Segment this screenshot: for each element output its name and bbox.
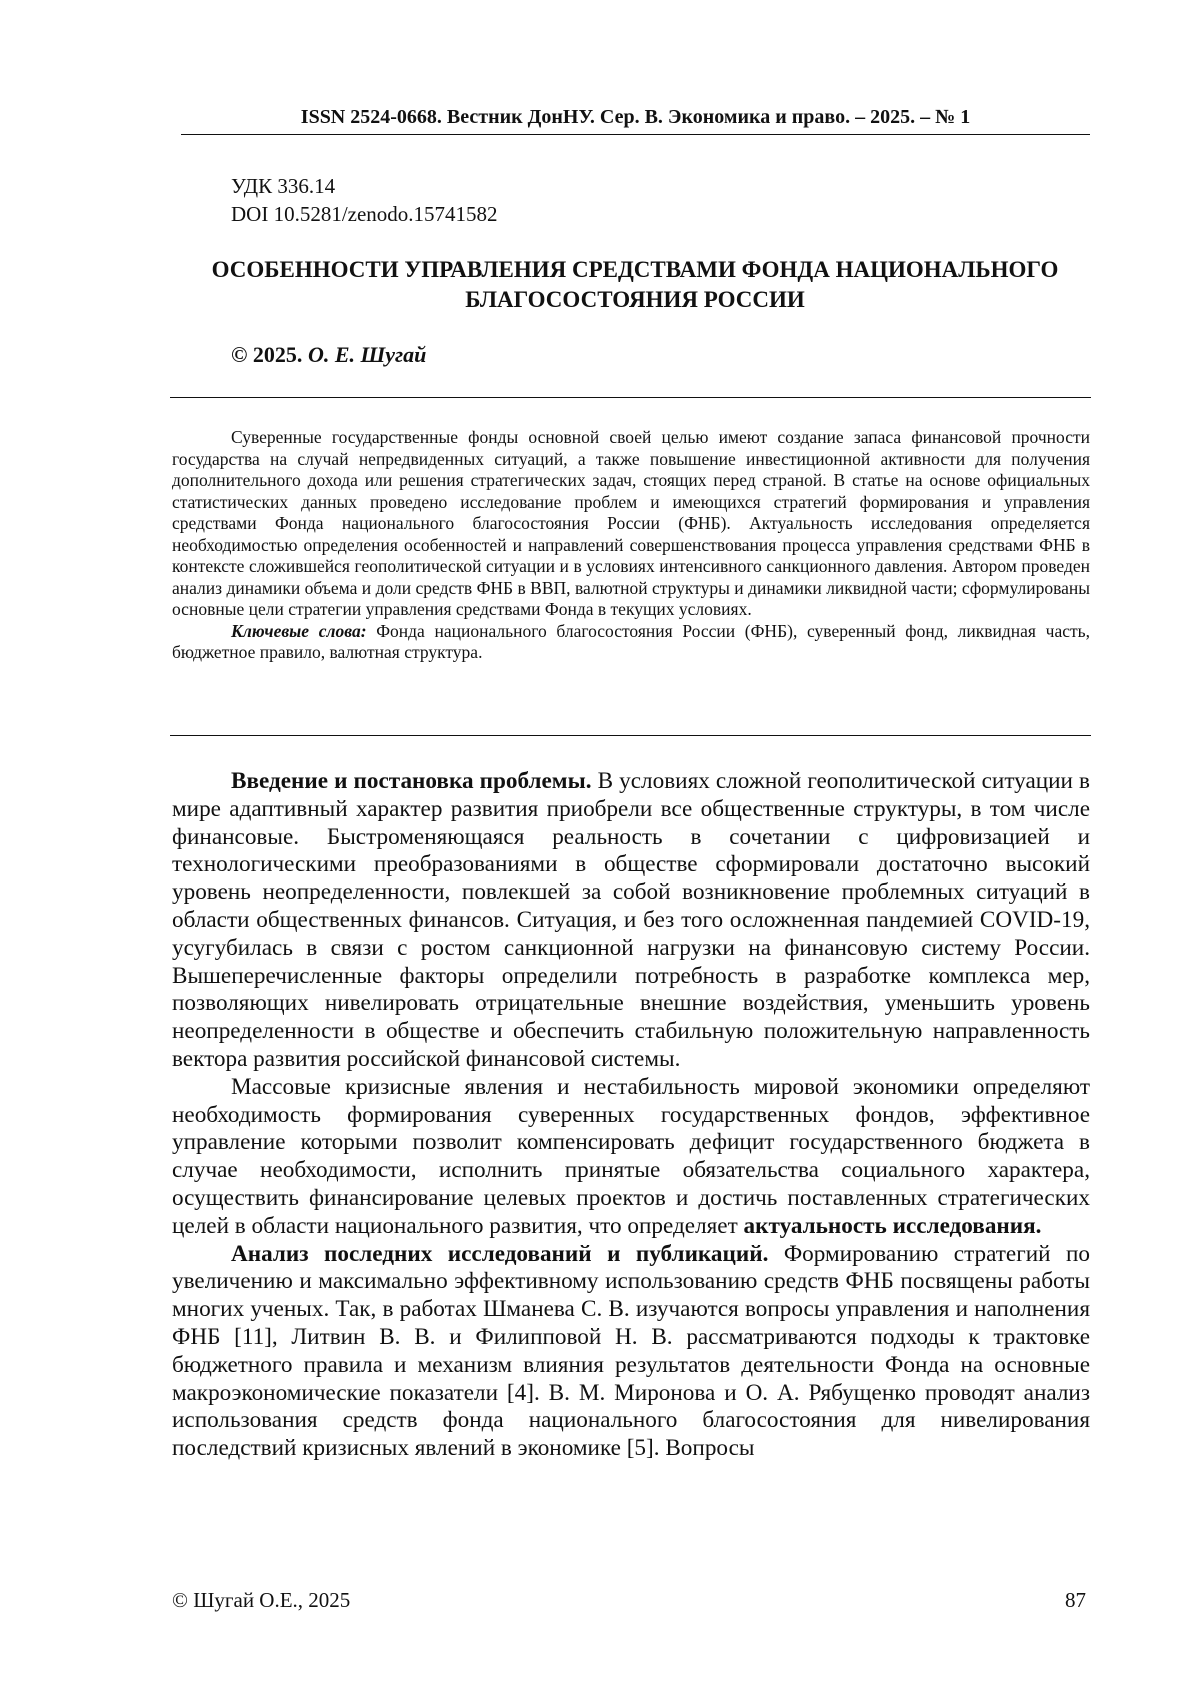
abstract-bottom-divider	[170, 735, 1091, 736]
keywords-list: Фонда национального благосостояния России (ФНБ), суверенный фонд, ликвидная часть, бюджетное правило, валютная структура.	[172, 620, 1090, 662]
doi: DOI 10.5281/zenodo.15741582	[231, 202, 498, 226]
paragraph-literature-text: Формированию стратегий по увеличению и максимально эффективному использованию средств ФНБ посвящены работы многих ученых. Так, в работах Шманева С. В. изучаются вопросы управления и наполнения ФНБ [11], Литвин В. В. и Филипповой Н. В. рассматриваются подходы к трактовке бюджетного правила и механизм влияния результатов деятельности Фонда на основные макроэкономические показатели [4]. В. М. Миронова и О. А. Рябущенко проводят анализ использования средств фонда национального благосостояния для нивелирования последствий кризисных явлений в экономике [5]. Вопросы	[172, 1240, 1090, 1462]
running-header: ISSN 2524-0668. Вестник ДонНУ. Сер. В. Экономика и право. – 2025. – № 1	[300, 106, 971, 128]
relevance-emphasis: актуальность исследования.	[743, 1212, 1042, 1239]
abstract-top-divider	[170, 397, 1091, 398]
keywords-label: Ключевые слова:	[231, 620, 367, 641]
article-body	[172, 768, 1090, 1463]
paragraph-introduction-text: В условиях сложной геополитической ситуации в мире адаптивный характер развития приобрели все общественные структуры, в том числе финансовые. Быстроменяющаяся реальность в сочетании с цифровизацией и технологическими преобразованиями в обществе сформировали достаточно высокий уровень неопределенности, повлекшей за собой возникновение проблемных ситуаций в области общественных финансов. Ситуация, и без того осложненная пандемией COVID-19, усугубилась в связи с ростом санкционной нагрузки на финансовую систему России. Вышеперечисленные факторы определили потребность в разработке комплекса мер, позволяющих нивелировать отрицательные внешние воздействия, уменьшить уровень неопределенности в обществе и обеспечить стабильную положительную направленность вектора развития российской финансовой системы.	[172, 768, 1090, 1072]
author-line	[231, 342, 426, 368]
keywords	[172, 621, 1090, 664]
paragraph-relevance	[172, 1074, 1090, 1241]
paragraph-introduction	[172, 768, 1090, 1074]
paragraph-relevance-text: Массовые кризисные явления и нестабильность мировой экономики определяют необходимость формирования суверенных государственных фондов, эффективное управление которыми позволит компенсировать дефицит государственного бюджета в случае необходимости, исполнить принятые обязательства социального характера, осуществить финансирование целевых проектов и достичь поставленных стратегических целей в области национального развития, что определяет	[172, 1073, 1090, 1239]
article-meta	[231, 172, 498, 228]
article-title-line-2: БЛАГОСОСТОЯНИЯ РОССИИ	[465, 287, 805, 312]
abstract	[172, 427, 1090, 664]
page-number: 87	[1065, 1588, 1086, 1612]
section-heading-introduction: Введение и постановка проблемы.	[231, 768, 592, 794]
header-divider	[181, 134, 1090, 135]
article-title-line-1: ОСОБЕННОСТИ УПРАВЛЕНИЯ СРЕДСТВАМИ ФОНДА НАЦИОНАЛЬНОГО	[211, 257, 1059, 282]
author-name: О. Е. Шугай	[307, 342, 427, 367]
paragraph-literature-review	[172, 1241, 1090, 1463]
abstract-text: Суверенные государственные фонды основной своей целью имеют создание запаса финансовой прочности государства на случай непредвиденных ситуаций, а также повышение инвестиционной активности для получения дополнительного дохода или решения стратегических задач, стоящих перед страной. В статье на основе официальных статистических данных проведено исследование проблем и имеющихся стратегий формирования и управления средствами Фонда национального благосостояния России (ФНБ). Актуальность исследования определяется необходимостью определения особенностей и направлений совершенствования процесса управления средствами ФНБ в контексте сложившейся геополитической ситуации и в условиях интенсивного санкционного давления. Автором проведен анализ динамики объема и доли средств ФНБ в ВВП, валютной структуры и динамики ликвидной части; сформулированы основные цели стратегии управления средствами Фонда в текущих условиях.	[172, 427, 1090, 619]
article-title	[170, 255, 1100, 315]
author-copyright-year: © 2025.	[231, 342, 303, 367]
footer-copyright: © Шугай О.Е., 2025	[172, 1588, 351, 1612]
section-heading-literature: Анализ последних исследований и публикаций.	[231, 1240, 769, 1267]
udk-code: УДК 336.14	[231, 174, 336, 198]
